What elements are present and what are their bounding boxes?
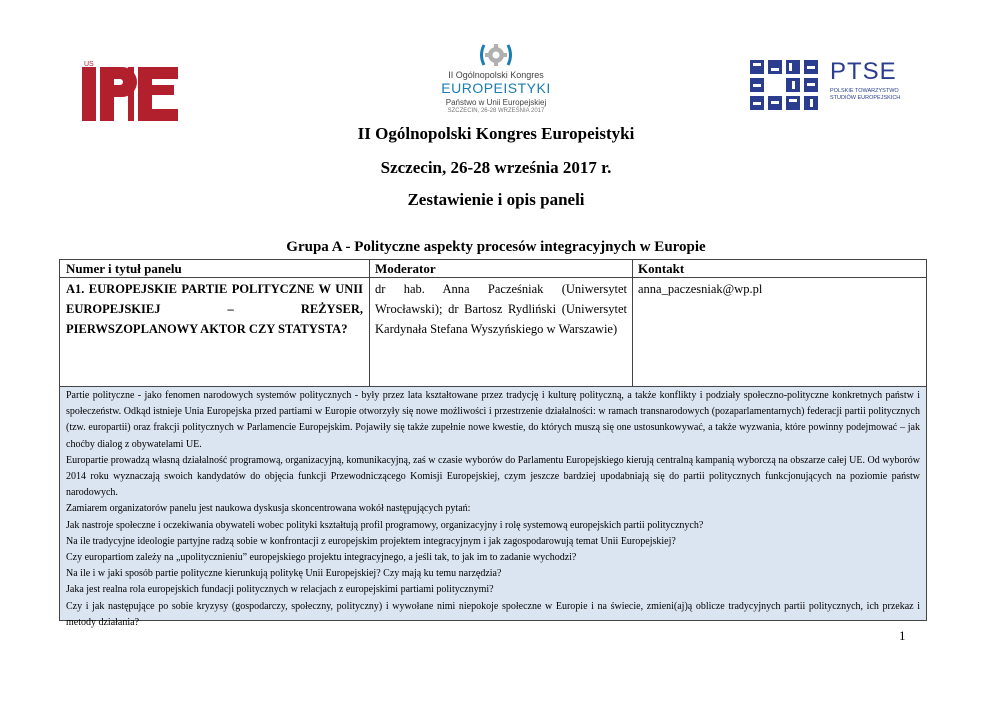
panel-title: A1. EUROPEJSKIE PARTIE POLITYCZNE W UNII EUROPEJSKIEJ – REŻYSER, PIERWSZOPLANOWY AKTOR CZY STATYSTA? <box>60 278 370 386</box>
gear-icon <box>478 42 514 68</box>
description-paragraph: Partie polityczne - jako fenomen narodowych systemów politycznych - były przez lata kształtowane przez tradycję i kulturę polityczną, a także konflikty i podziały społeczno-polityczne konkretnych państw i społeczeństw. Odkąd istnieje Unia Europejska przed partiami w Europie otworzyły się nowe możliwości i przestrzenie działalności: w ramach transnarodowych (pozaparlamentarnych) federacji partii politycznych (tzw. europartii) oraz frakcji politycznych w Parlamencie Europejskim. Pojawiły się także zupełnie nowe kwestie, do których muszą się one ustosunkowywać, a także wyzwania, które powinny podejmować – jak choćby dialog z obywatelami UE. <box>66 390 920 450</box>
panel-moderator: dr hab. Anna Pacześniak (Uniwersytet Wrocławski); dr Bartosz Rydliński (Uniwersytet Kardynała Stefana Wyszyńskiego w Warszawie) <box>370 278 633 386</box>
description-question: Czy europartiom zależy na „upolitycznieniu” europejskiego projektu integracyjnego, a jeśli tak, to jak im to zadanie wychodzi? <box>66 552 577 564</box>
ipse-logo-graphic <box>82 59 182 121</box>
col-header-contact: Kontakt <box>638 261 685 276</box>
col-header-moderator: Moderator <box>370 260 633 277</box>
description-paragraph: Europartie prowadzą własną działalność programową, organizacyjną, komunikacyjną, zaś w czasie wyborów do Parlamentu Europejskiego kierują centralną kampanią wyborczą na obszarze całej UE. Od wyborów 2014 roku wyznaczają swoich kandydatów do objęcia funkcji Przewodniczącego Komisji Europejskiej, czym jeszcze bardziej upodabniają się do partii politycznych funkcjonujących na poziomie państw narodowych. <box>66 454 920 499</box>
table-row <box>60 278 926 387</box>
description-question: Jaka jest realna rola europejskich fundacji politycznych w relacjach z europejskimi partiami politycznymi? <box>66 584 494 596</box>
document-date-place: Szczecin, 26-28 września 2017 r. <box>380 158 612 177</box>
kongres-logo <box>428 42 564 118</box>
ipse-logo <box>82 59 182 121</box>
description-question: Na ile tradycyjne ideologie partyjne radzą sobie w konfrontacji z europejskim projektem integracyjnym i jak zagospodarowują temat Unii Europejskiej? <box>66 535 676 547</box>
panels-table <box>59 259 927 628</box>
document-title: II Ogólnopolski Kongres Europeistyki <box>357 124 635 143</box>
description-question: Jak nastroje społeczne i oczekiwania obywateli wobec polityki kształtują profil programowy, organizacyjny i rolę systemową europejskich partii politycznych? <box>66 519 704 531</box>
ptse-logo-mark <box>750 56 822 118</box>
ptse-logo-name: PTSE <box>830 58 897 85</box>
description-paragraph: Zamiarem organizatorów panelu jest naukowa dyskusja skoncentrowana wokół następujących pytań: <box>66 503 471 515</box>
kongres-logo-line3: Państwo w Unii Europejskiej <box>445 98 547 107</box>
group-heading: Grupa A - Polityczne aspekty procesów integracyjnych w Europie <box>286 239 706 255</box>
panel-description <box>60 387 926 628</box>
ipse-small-text: US <box>84 61 94 68</box>
page-number: 1 <box>899 628 906 643</box>
kongres-logo-line4: SZCZECIN, 26-28 WRZEŚNIA 2017 <box>447 108 545 114</box>
table-header-row <box>60 260 926 278</box>
description-question: Czy i jak następujące po sobie kryzysy (gospodarczy, społeczny, polityczny) i wywołane nimi niepokoje społeczne w Europie i na świecie, zmieni(aj)ą oblicze tradycyjnych partii politycznych, ich przekaz i metody działania? <box>66 600 920 628</box>
kongres-logo-line1: II Ogólnopolski Kongres <box>448 70 544 80</box>
description-question: Na ile i w jaki sposób partie polityczne kierunkują politykę Unii Europejskiej? Czy mają ku temu narzędzia? <box>66 568 502 580</box>
kongres-logo-line2: EUROPEISTYKI <box>441 80 551 96</box>
panel-contact-email[interactable]: anna_paczesniak@wp.pl <box>638 282 763 296</box>
col-header-panel: Numer i tytuł panelu <box>60 260 370 277</box>
ptse-logo-subtitle: POLSKIE TOWARZYSTWO STUDIÓW EUROPEJSKICH <box>830 88 901 101</box>
ptse-logo <box>750 56 920 118</box>
document-subtitle: Zestawienie i opis paneli <box>407 190 585 209</box>
